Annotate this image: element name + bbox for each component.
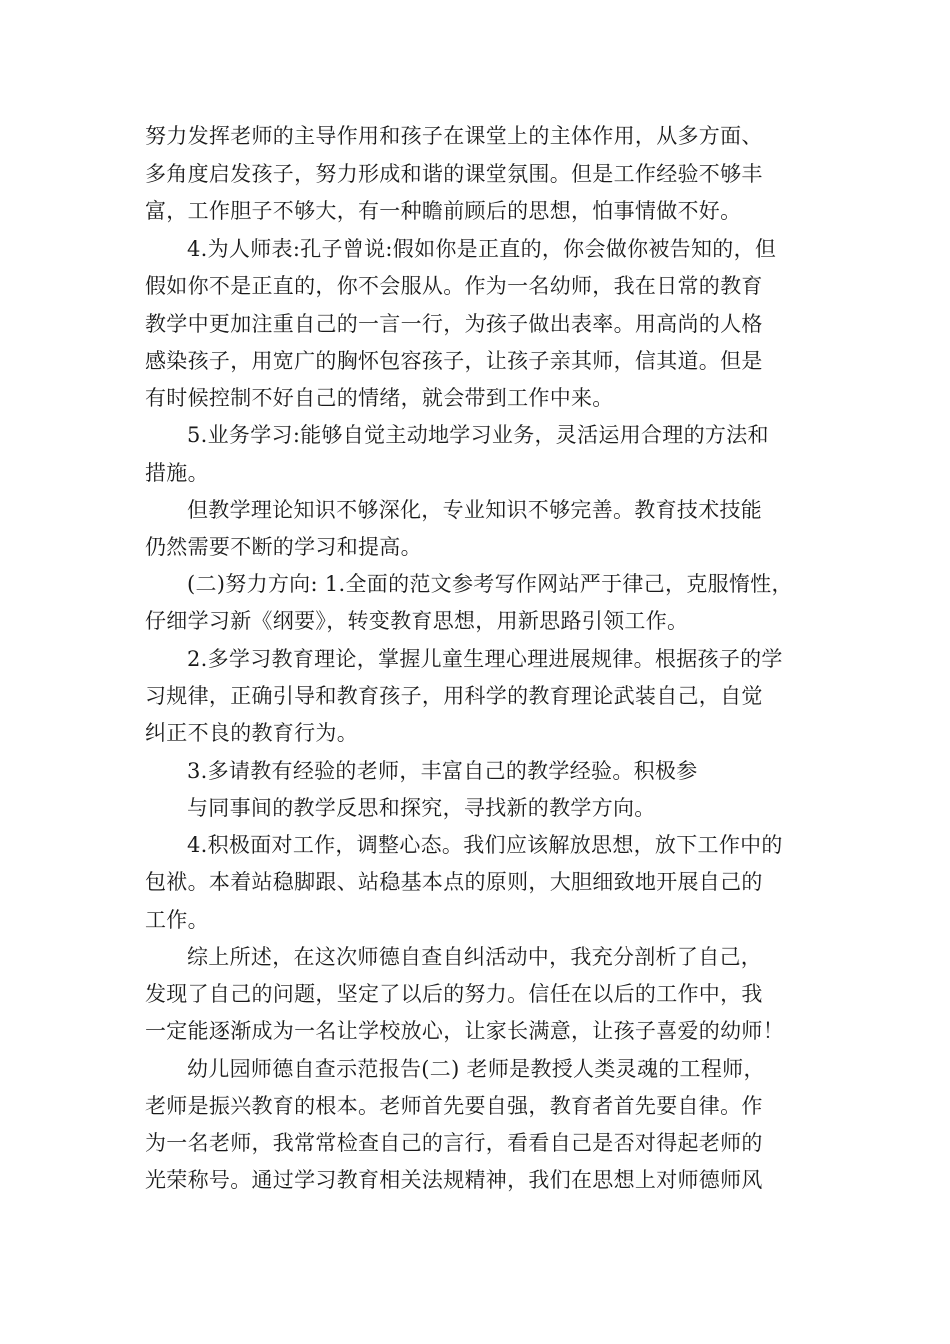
text-line: 包袱。本着站稳脚跟、站稳基本点的原则，大胆细致地开展自己的 [145,870,763,894]
text-line: 4.积极面对工作，调整心态。我们应该解放思想，放下工作中的 [187,833,783,857]
text-line: 4.为人师表:孔子曾说:假如你是正直的，你会做你被告知的，但 [187,237,777,261]
text-line: 一定能逐渐成为一名让学校放心，让家长满意，让孩子喜爱的幼师！ [145,1019,784,1043]
text-line: 2.多学习教育理论，掌握儿童生理心理进展规律。根据孩子的学 [187,647,783,671]
text-line: 教学中更加注重自己的一言一行，为孩子做出表率。用高尚的人格 [145,312,763,336]
text-line: 3.多请教有经验的老师，丰富自己的教学经验。积极参 [187,759,698,783]
text-line: 努力发挥老师的主导作用和孩子在课堂上的主体作用，从多方面、 [145,124,763,148]
text-line: 假如你不是正直的，你不会服从。作为一名幼师，我在日常的教育 [145,274,763,298]
text-line: 老师是振兴教育的根本。老师首先要自强，教育者首先要自律。作 [145,1094,763,1118]
text-line: 富，工作胆子不够大，有一种瞻前顾后的思想，怕事情做不好。 [145,199,742,223]
text-line: 纠正不良的教育行为。 [145,721,358,745]
text-line: 综上所述，在这次师德自查自纠活动中，我充分剖析了自己， [187,945,763,969]
text-line: 措施。 [145,461,209,485]
text-line: 但教学理论知识不够深化，专业知识不够完善。教育技术技能 [187,498,763,522]
text-line: 5.业务学习:能够自觉主动地学习业务，灵活运用合理的方法和 [187,423,769,447]
text-line: 与同事间的教学反思和探究，寻找新的教学方向。 [187,796,656,820]
text-line: (二)努力方向: 1.全面的范文参考写作网站严于律己，克服惰性， [187,572,793,596]
text-line: 工作。 [145,908,209,932]
text-line: 感染孩子，用宽广的胸怀包容孩子，让孩子亲其师，信其道。但是 [145,349,763,373]
text-line: 仍然需要不断的学习和提高。 [145,535,422,559]
text-line: 幼儿园师德自查示范报告(二) 老师是教授人类灵魂的工程师， [187,1057,765,1081]
text-line: 仔细学习新《纲要》，转变教育思想，用新思路引领工作。 [145,609,689,633]
text-line: 光荣称号。通过学习教育相关法规精神，我们在思想上对师德师风 [145,1168,763,1192]
text-line: 为一名老师，我常常检查自己的言行，看看自己是否对得起老师的 [145,1131,763,1155]
text-line: 习规律，正确引导和教育孩子，用科学的教育理论武装自己，自觉 [145,684,763,708]
text-line: 多角度启发孩子，努力形成和谐的课堂氛围。但是工作经验不够丰 [145,162,763,186]
text-line: 发现了自己的问题，坚定了以后的努力。信任在以后的工作中，我 [145,982,763,1006]
text-line: 有时候控制不好自己的情绪，就会带到工作中来。 [145,386,614,410]
